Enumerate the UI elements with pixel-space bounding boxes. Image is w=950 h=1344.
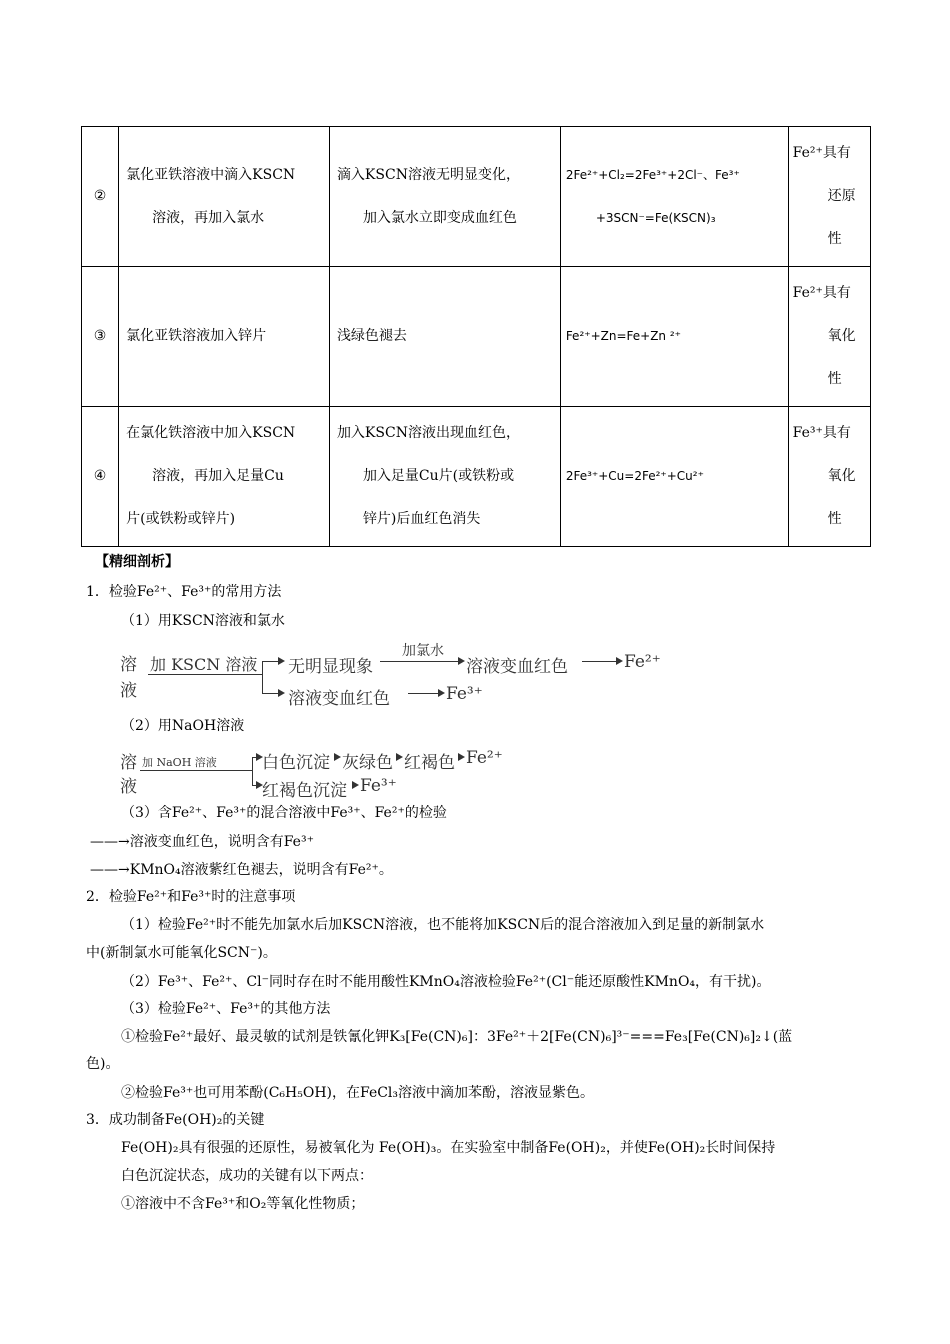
text-line: （2）Fe³⁺、Fe²⁺、Cl⁻同时存在时不能用酸性KMnO₄溶液检验Fe²⁺(Cl⁻能还原酸性KMnO₄，有干扰)。 [121,974,771,990]
arrow-icon [438,689,445,697]
upper-result: 无明显现象 [288,657,373,677]
branch-line [262,661,263,693]
conclusion-line: 还原 [827,188,856,204]
arrow-icon [334,753,341,761]
text-line: ①溶液中不含Fe³⁺和O₂等氧化性物质； [121,1196,365,1212]
conclusion-line: Fe²⁺具有 [792,285,851,301]
operation-line: 氯化亚铁溶液中滴入KSCN [126,166,296,183]
equation-cell [560,407,788,547]
operation-line: 在氯化铁溶液中加入KSCN [126,425,296,441]
reagent-label: 加 NaOH 溶液 [142,756,217,769]
table-row [82,127,871,267]
phenomenon-cell [329,267,560,407]
white-precipitate: 白色沉淀 [262,753,330,773]
section-title: 3．成功制备Fe(OH)₂的关键 [86,1112,265,1128]
operation-cell [119,267,330,407]
upper-result: 溶液变血红色 [466,657,568,677]
operation-line: 溶液，再加入足量Cu [152,468,284,484]
subsection-title: （3）含Fe²⁺、Fe³⁺的混合溶液中Fe³⁺、Fe²⁺的检验 [121,805,447,821]
arrow-line [582,661,618,662]
text-line: Fe(OH)₂具有很强的还原性，易被氧化为 Fe(OH)₃。在实验室中制备Fe(OH)₂，并使Fe(OH)₂长时间保持 [121,1140,776,1156]
arrow-icon [352,781,359,789]
text-line: ——→KMnO₄溶液紫红色褪去，说明含有Fe²⁺。 [90,862,393,878]
gray-green: 灰绿色 [342,753,393,773]
conclusion-line: Fe²⁺具有 [792,145,851,161]
ferric-ion-label: Fe³⁺ [360,776,397,796]
reagent-label: 加 KSCN 溶液 [150,655,258,674]
conclusion-cell [788,407,870,547]
reagent-underline [148,674,262,675]
conclusion-cell [788,267,870,407]
operation-cell [119,127,330,267]
row-number: ③ [82,267,119,407]
text-line: （1）检验Fe²⁺时不能先加氯水后加KSCN溶液，也不能将加KSCN后的混合溶液加入到足量的新制氯水 [121,917,765,933]
branch-line [252,757,253,785]
text-line: 白色沉淀状态，成功的关键有以下两点： [121,1168,373,1184]
operation-line: 溶液，再加入氯水 [152,209,265,226]
phenomenon-line: 加入足量Cu片(或铁粉或 [362,468,515,484]
phenomenon-line: 加入KSCN溶液出现血红色， [336,425,520,441]
text-line: 中(新制氯水可能氧化SCN⁻)。 [86,945,277,961]
phenomenon-line: 浅绿色褪去 [336,328,407,344]
lower-result: 溶液变血红色 [288,689,390,709]
red-brown-precipitate: 红褐色沉淀 [262,781,347,801]
operation-line: 氯化亚铁溶液加入锌片 [126,328,267,344]
conclusion-line: 氧化 [827,468,856,484]
kscn-test-diagram [120,643,680,720]
section-title: 1．检验Fe²⁺、Fe³⁺的常用方法 [86,584,282,600]
ferrous-ion-label: Fe²⁺ [624,652,661,672]
phenomenon-line: 加入氯水立即变成血红色 [362,209,517,226]
experiment-table [81,126,871,547]
subsection-title: （3）检验Fe²⁺、Fe³⁺的其他方法 [121,1001,331,1017]
conclusion-line: Fe³⁺具有 [792,425,851,441]
section-heading: 【精细剖析】 [95,554,179,570]
arrow-icon [458,657,465,665]
solution-label: 溶 [120,753,137,773]
row-number: ② [82,127,119,267]
text-line: 色)。 [86,1056,120,1072]
arrow-icon [278,689,285,697]
solution-label: 液 [120,777,137,797]
conclusion-line: 性 [827,371,842,387]
phenomenon-cell [329,127,560,267]
conclusion-cell [788,127,870,267]
ferric-ion-label: Fe³⁺ [446,684,483,704]
arrow-line [408,693,440,694]
operation-line: 片(或铁粉或锌片) [126,511,236,527]
naoh-test-diagram [120,748,680,801]
table-row [82,407,871,547]
conclusion-line: 性 [827,511,842,527]
ferrous-ion-label: Fe²⁺ [466,748,503,768]
phenomenon-cell [329,407,560,547]
subsection-title: （2）用NaOH溶液 [121,718,245,734]
arrow-line [380,661,460,662]
operation-cell [119,407,330,547]
row-number: ④ [82,407,119,547]
text-line: ②检验Fe³⁺也可用苯酚(C₆H₅OH)，在FeCl₃溶液中滴加苯酚，溶液显紫色。 [121,1085,595,1101]
section-title: 2．检验Fe²⁺和Fe³⁺时的注意事项 [86,889,296,905]
equation-line: 2Fe³⁺+Cu=2Fe²⁺+Cu²⁺ [565,469,704,483]
reagent-underline [140,770,252,771]
arrow-icon [616,657,623,665]
phenomenon-line: 锌片)后血红色消失 [362,511,481,527]
arrow-icon [396,753,403,761]
subsection-title: （1）用KSCN溶液和氯水 [121,613,285,629]
arrow-icon [278,657,285,665]
text-line: ——→溶液变血红色，说明含有Fe³⁺ [90,834,314,850]
arrow-icon [458,753,465,761]
chlorine-water-label: 加氯水 [402,643,444,659]
conclusion-line: 氧化 [827,328,856,344]
equation-cell [560,127,788,267]
red-brown: 红褐色 [404,753,455,773]
solution-label: 溶 [120,655,137,675]
equation-line: 2Fe²⁺+Cl₂=2Fe³⁺+2Cl⁻、Fe³⁺ [565,167,740,182]
text-line: ①检验Fe²⁺最好、最灵敏的试剂是铁氰化钾K₃[Fe(CN)₆]：3Fe²⁺＋2[Fe(CN)₆]³⁻===Fe₃[Fe(CN)₆]₂↓(蓝 [121,1029,793,1045]
equation-line: Fe²⁺+Zn=Fe+Zn ²⁺ [565,329,681,343]
equation-line: +3SCN⁻=Fe(KSCN)₃ [595,210,716,225]
conclusion-line: 性 [827,231,842,247]
phenomenon-line: 滴入KSCN溶液无明显变化， [336,166,520,183]
equation-cell [560,267,788,407]
table-row [82,267,871,407]
solution-label: 液 [120,681,137,701]
